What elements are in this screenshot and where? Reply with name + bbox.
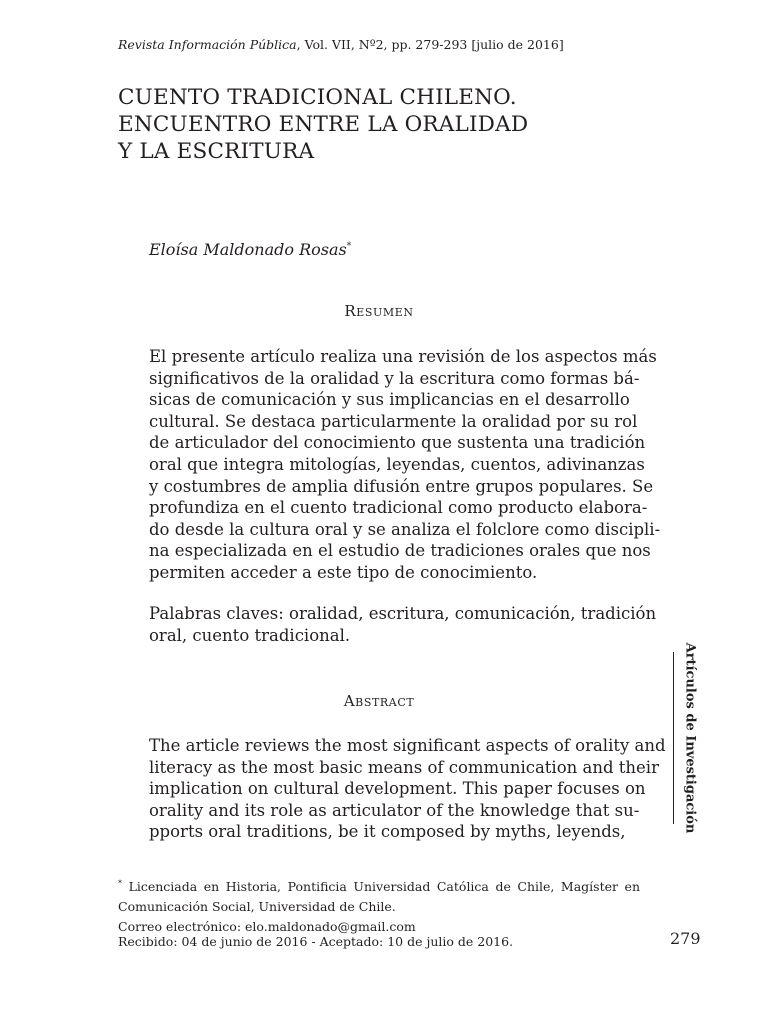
keywords-line: oral, cuento tradicional. <box>149 625 351 645</box>
author-name: Eloísa Maldonado Rosas <box>149 240 347 259</box>
journal-citation <box>118 37 564 52</box>
resumen-line: El presente artículo realiza una revisión de los aspectos más <box>149 347 657 366</box>
author-footnote <box>118 874 640 937</box>
section-tab-rule <box>663 652 674 824</box>
author-footnote-mark: * <box>346 241 352 252</box>
footnote-text: Licenciada en Historia, Pontificia Universidad Católica de Chile, Magíster en <box>128 879 640 895</box>
abstract-heading: Abstract <box>343 692 415 710</box>
title-line: Y LA ESCRITURA <box>118 139 315 164</box>
abstract-body <box>149 735 666 843</box>
keywords-line: Palabras claves: oralidad, escritura, comunicación, tradición <box>149 604 657 623</box>
abstract-line: orality and its role as articulator of the knowledge that su- <box>149 800 640 820</box>
journal-name: Revista Información Pública <box>118 37 297 52</box>
title-line: CUENTO TRADICIONAL CHILENO. <box>118 85 517 110</box>
footnote-mark: * <box>118 879 122 888</box>
resumen-line: y costumbres de amplia difusión entre grupos populares. Se <box>149 476 654 496</box>
footnote-line: Comunicación Social, Universidad de Chile. <box>118 899 396 915</box>
abstract-line: The article reviews the most significant aspects of orality and <box>149 736 666 755</box>
author-byline <box>149 240 351 259</box>
page-number: 279 <box>670 929 701 948</box>
resumen-line: cultural. Se destaca particularmente la oralidad por su rol <box>149 411 638 431</box>
resumen-line: de articulador del conocimiento que sustenta una tradición <box>149 433 646 453</box>
resumen-line: sicas de comunicación y sus implicancias en el desarrollo <box>149 390 630 410</box>
received-accepted-dates: Recibido: 04 de junio de 2016 - Aceptado: 10 de julio de 2016. <box>118 934 514 949</box>
footnote-line: Correo electrónico: elo.maldonado@gmail.com <box>118 919 416 935</box>
title-line: ENCUENTRO ENTRE LA ORALIDAD <box>118 112 529 137</box>
abstract-line: pports oral traditions, be it composed by myths, leyends, <box>149 822 626 842</box>
resumen-line: permiten acceder a este tipo de conocimiento. <box>149 562 538 582</box>
abstract-line: literacy as the most basic means of communication and their <box>149 757 659 777</box>
abstract-line: implication on cultural development. This paper focuses on <box>149 779 646 799</box>
resumen-line: significativos de la oralidad y la escritura como formas bá- <box>149 368 640 388</box>
section-tab-label: Artículos de Investigación <box>682 642 698 834</box>
resumen-line: profundiza en el cuento tradicional como producto elabora- <box>149 498 648 518</box>
journal-volume-info: , Vol. VII, Nº2, pp. 279-293 [julio de 2016] <box>296 37 564 52</box>
resumen-line: oral que integra mitologías, leyendas, cuentos, adivinanzas <box>149 454 645 474</box>
article-title <box>118 84 528 165</box>
keywords <box>149 603 657 646</box>
footnote-line <box>118 874 640 897</box>
resumen-heading: Resumen <box>344 302 414 320</box>
resumen-body <box>149 346 661 584</box>
resumen-line: do desde la cultura oral y se analiza el folclore como discipli- <box>149 519 661 539</box>
resumen-line: na especializada en el estudio de tradiciones orales que nos <box>149 541 651 561</box>
